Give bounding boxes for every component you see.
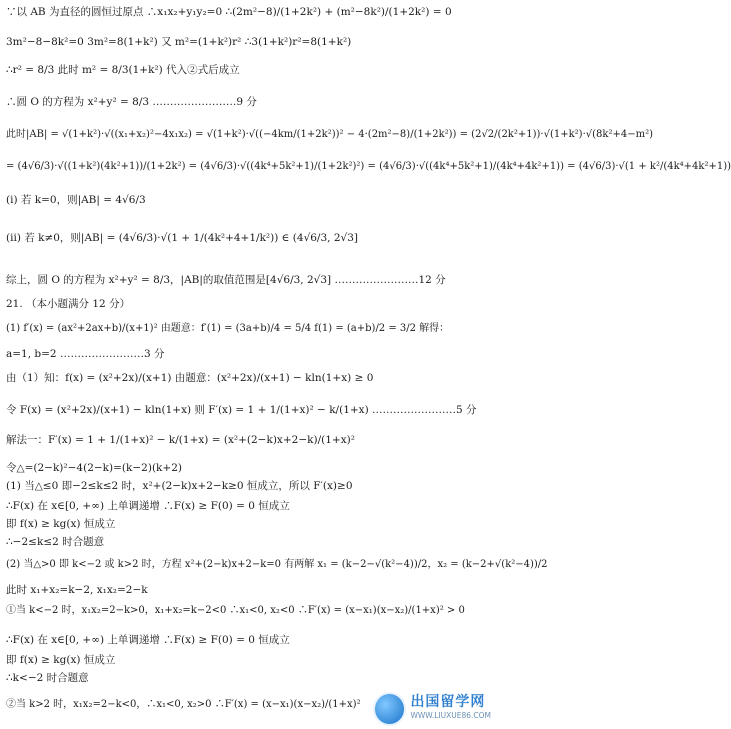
line-18: ∴F(x) 在 x∈[0, +∞) 上单调递增 ∴F(x) ≥ F(0) = 0 恒成立 xyxy=(6,500,290,512)
line-27: ②当 k>2 时，x₁x₂=2−k<0，∴x₁<0, x₂>0 ∴F′(x) = (x−x₁)(x−x₂)/(1+x)² xyxy=(6,699,361,710)
line-17: (1) 当△≤0 即−2≤k≤2 时，x²+(2−k)x+2−k≥0 恒成立，所以 F′(x)≥0 xyxy=(6,480,353,492)
line-19: 即 f(x) ≥ kg(x) 恒成立 xyxy=(6,518,116,530)
line-14: 令 F(x) = (x²+2x)/(x+1) − kln(1+x) 则 F′(x) = 1 + 1/(1+x)² − k/(1+x) ……………………5 分 xyxy=(6,404,477,416)
line-21: (2) 当△>0 即 k<−2 或 k>2 时，方程 x²+(2−k)x+2−k=0 有两解 x₁ = (k−2−√(k²−4))/2，x₂ = (k−2+√(k²−4))/2 xyxy=(6,559,548,570)
line-8: (ii) 若 k≠0，则|AB| = (4√6/3)·√(1 + 1/(4k²+4+1/k²)) ∈ (4√6/3, 2√3] xyxy=(6,232,358,244)
line-3: ∴r² = 8/3 此时 m² = 8/3(1+k²) 代入②式后成立 xyxy=(6,64,240,76)
line-10: 21. （本小题满分 12 分） xyxy=(6,298,131,310)
line-4: ∴圆 O 的方程为 x²+y² = 8/3 ……………………9 分 xyxy=(6,96,257,108)
line-11: (1) f′(x) = (ax²+2ax+b)/(x+1)² 由题意：f′(1) = (3a+b)/4 = 5/4 f(1) = (a+b)/2 = 3/2 解得： xyxy=(6,323,450,334)
line-5: 此时|AB| = √(1+k²)·√((x₁+x₂)²−4x₁x₂) = √(1+k²)·√((−4km/(1+2k²))² − 4·(2m²−8)/(1+2k²)) = (2√2/(2k²+1))·√(1+k²)·√(8k²+4−m²) xyxy=(6,129,653,140)
line-6: = (4√6/3)·√((1+k²)(4k²+1))/(1+2k²) = (4√6/3)·√((4k⁴+5k²+1)/(1+2k²)²) = (4√6/3)·√((4k⁴+5k²+1)/(4k⁴+4k²+1)) = (4√6/3)·√(1 + k²/(4k⁴+4k²+1)) xyxy=(6,161,731,172)
line-2: 3m²−8−8k²=0 3m²=8(1+k²) 又 m²=(1+k²)r² ∴3(1+k²)r²=8(1+k²) xyxy=(6,36,352,48)
line-1: ∵以 AB 为直径的圆恒过原点 ∴x₁x₂+y₁y₂=0 ∴(2m²−8)/(1+2k²) + (m²−8k²)/(1+2k²) = 0 xyxy=(6,6,452,18)
line-13: 由（1）知：f(x) = (x²+2x)/(x+1) 由题意：(x²+2x)/(x+1) − kln(1+x) ≥ 0 xyxy=(6,372,374,384)
line-9: 综上，圆 O 的方程为 x²+y² = 8/3，|AB|的取值范围是[4√6/3, 2√3] ……………………12 分 xyxy=(6,274,446,286)
line-12: a=1, b=2 ……………………3 分 xyxy=(6,348,165,360)
line-16: 令△=(2−k)²−4(2−k)=(k−2)(k+2) xyxy=(6,462,182,474)
line-15: 解法一：F′(x) = 1 + 1/(1+x)² − k/(1+x) = (x²+(2−k)x+2−k)/(1+x)² xyxy=(6,434,355,446)
globe-icon xyxy=(373,692,406,726)
line-25: 即 f(x) ≥ kg(x) 恒成立 xyxy=(6,654,116,666)
watermark-url: WWW.LIUXUE86.COM xyxy=(410,711,491,720)
line-22: 此时 x₁+x₂=k−2, x₁x₂=2−k xyxy=(6,584,148,596)
line-20: ∴−2≤k≤2 时合题意 xyxy=(6,536,105,548)
watermark-logo xyxy=(373,692,491,726)
watermark-title: 出国留学网 xyxy=(410,694,486,710)
line-7: (i) 若 k=0，则|AB| = 4√6/3 xyxy=(6,194,146,206)
line-23: ①当 k<−2 时，x₁x₂=2−k>0，x₁+x₂=k−2<0 ∴x₁<0, x₂<0 ∴F′(x) = (x−x₁)(x−x₂)/(1+x)² > 0 xyxy=(6,605,465,616)
line-26: ∴k<−2 时合题意 xyxy=(6,672,89,684)
line-24: ∴F(x) 在 x∈[0, +∞) 上单调递增 ∴F(x) ≥ F(0) = 0 恒成立 xyxy=(6,634,290,646)
